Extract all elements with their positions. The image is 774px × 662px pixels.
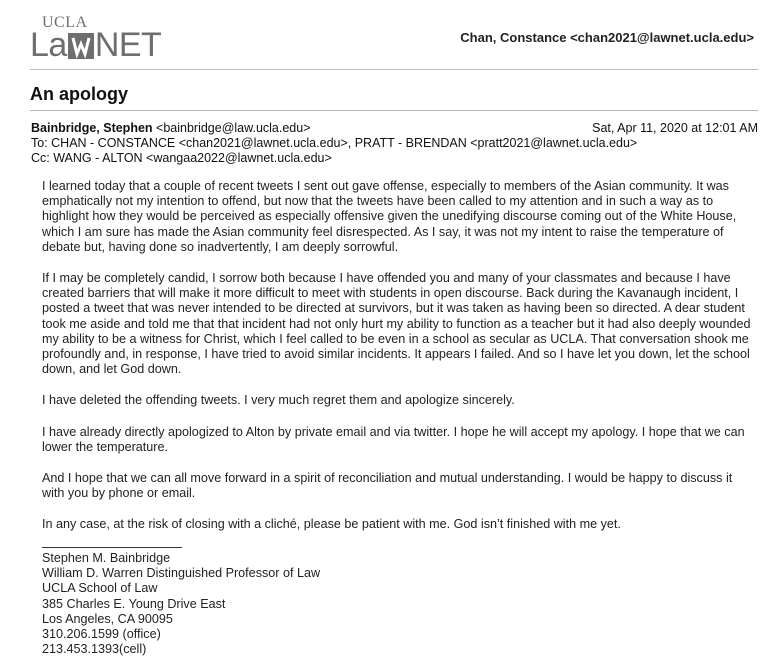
- body-paragraph: I have deleted the offending tweets. I very much regret them and apologize sincerely.: [42, 393, 515, 408]
- logo-wordmark-right: NET: [94, 26, 162, 64]
- account-label: Chan, Constance <chan2021@lawnet.ucla.edu>: [460, 30, 754, 45]
- body-paragraph: If I may be completely candid, I sorrow both because I have offended you and many of your classmates and because I have created barriers that will make it more difficult to meet with students in open discourse. Back during the Kavanaugh incident, I posted a tweet that was never intended to be directed at survivors, but it was taken as having been so directed. A dear student took me aside and told me that that incident had not only hurt my ability to function as a teacher but it had also deeply wounded my ability to be a witness for Christ, which I feel called to be even in a school as secular as UCLA. That conversation shook me profoundly and, in response, I have tried to avoid similar incidents. It appears I failed. And so I have let you down, let the school down, and let God down.: [42, 271, 751, 377]
- logo-w-box-icon: [68, 33, 94, 59]
- logo-wordmark: [30, 28, 161, 62]
- signature-line: 310.206.1599 (office): [42, 627, 161, 642]
- email-body: [42, 179, 758, 549]
- subject-divider: [30, 110, 758, 111]
- sender-address: <bainbridge@law.ucla.edu>: [156, 121, 311, 135]
- logo-ucla-text: UCLA: [42, 14, 88, 31]
- body-paragraph: In any case, at the risk of closing with a cliché, please be patient with me. God isn’t finished with me yet.: [42, 517, 621, 532]
- email-cc: Cc: WANG - ALTON <wangaa2022@lawnet.ucla.edu>: [31, 151, 332, 165]
- email-subject: An apology: [30, 84, 128, 104]
- signature-line: William D. Warren Distinguished Professor of Law: [42, 566, 321, 581]
- body-paragraph: And I hope that we can all move forward in a spirit of reconciliation and mutual understanding. I would be happy to discuss it with you by phone or email.: [42, 471, 733, 501]
- signature-line: 385 Charles E. Young Drive East: [42, 596, 226, 611]
- header-divider: [30, 69, 758, 70]
- signature-line: UCLA School of Law: [42, 581, 158, 596]
- body-paragraph: I learned today that a couple of recent tweets I sent out gave offense, especially to members of the Asian community. It was emphatically not my intention to offend, but now that the tweets have been called to my attention and in such a way as to highlight how they would be perceived as especially offensive given the unedifying discourse coming out of the White House, which I am sure has made the Asian community feel disrespected. As I say, it was not my intent to raise the temperature of debate but, having done so inadvertently, I am deeply sorrowful.: [42, 179, 737, 254]
- email-to: To: CHAN - CONSTANCE <chan2021@lawnet.ucla.edu>, PRATT - BRENDAN <pratt2021@lawnet.ucla.edu>: [31, 136, 638, 150]
- signature-line: 213.453.1393(cell): [42, 642, 147, 657]
- body-paragraph: I have already directly apologized to Alton by private email and via twitter. I hope he will accept my apology. I hope that we can lower the temperature.: [42, 424, 745, 454]
- lawnet-logo: [30, 14, 170, 62]
- signature-line: Los Angeles, CA 90095: [42, 611, 173, 626]
- sender-name: Bainbridge, Stephen: [31, 121, 153, 135]
- email-date: Sat, Apr 11, 2020 at 12:01 AM: [592, 121, 758, 135]
- signature-rule: [42, 547, 182, 548]
- signature-line: Stephen M. Bainbridge: [42, 551, 171, 565]
- logo-wordmark-left: La: [30, 26, 67, 64]
- email-signature: [42, 545, 320, 657]
